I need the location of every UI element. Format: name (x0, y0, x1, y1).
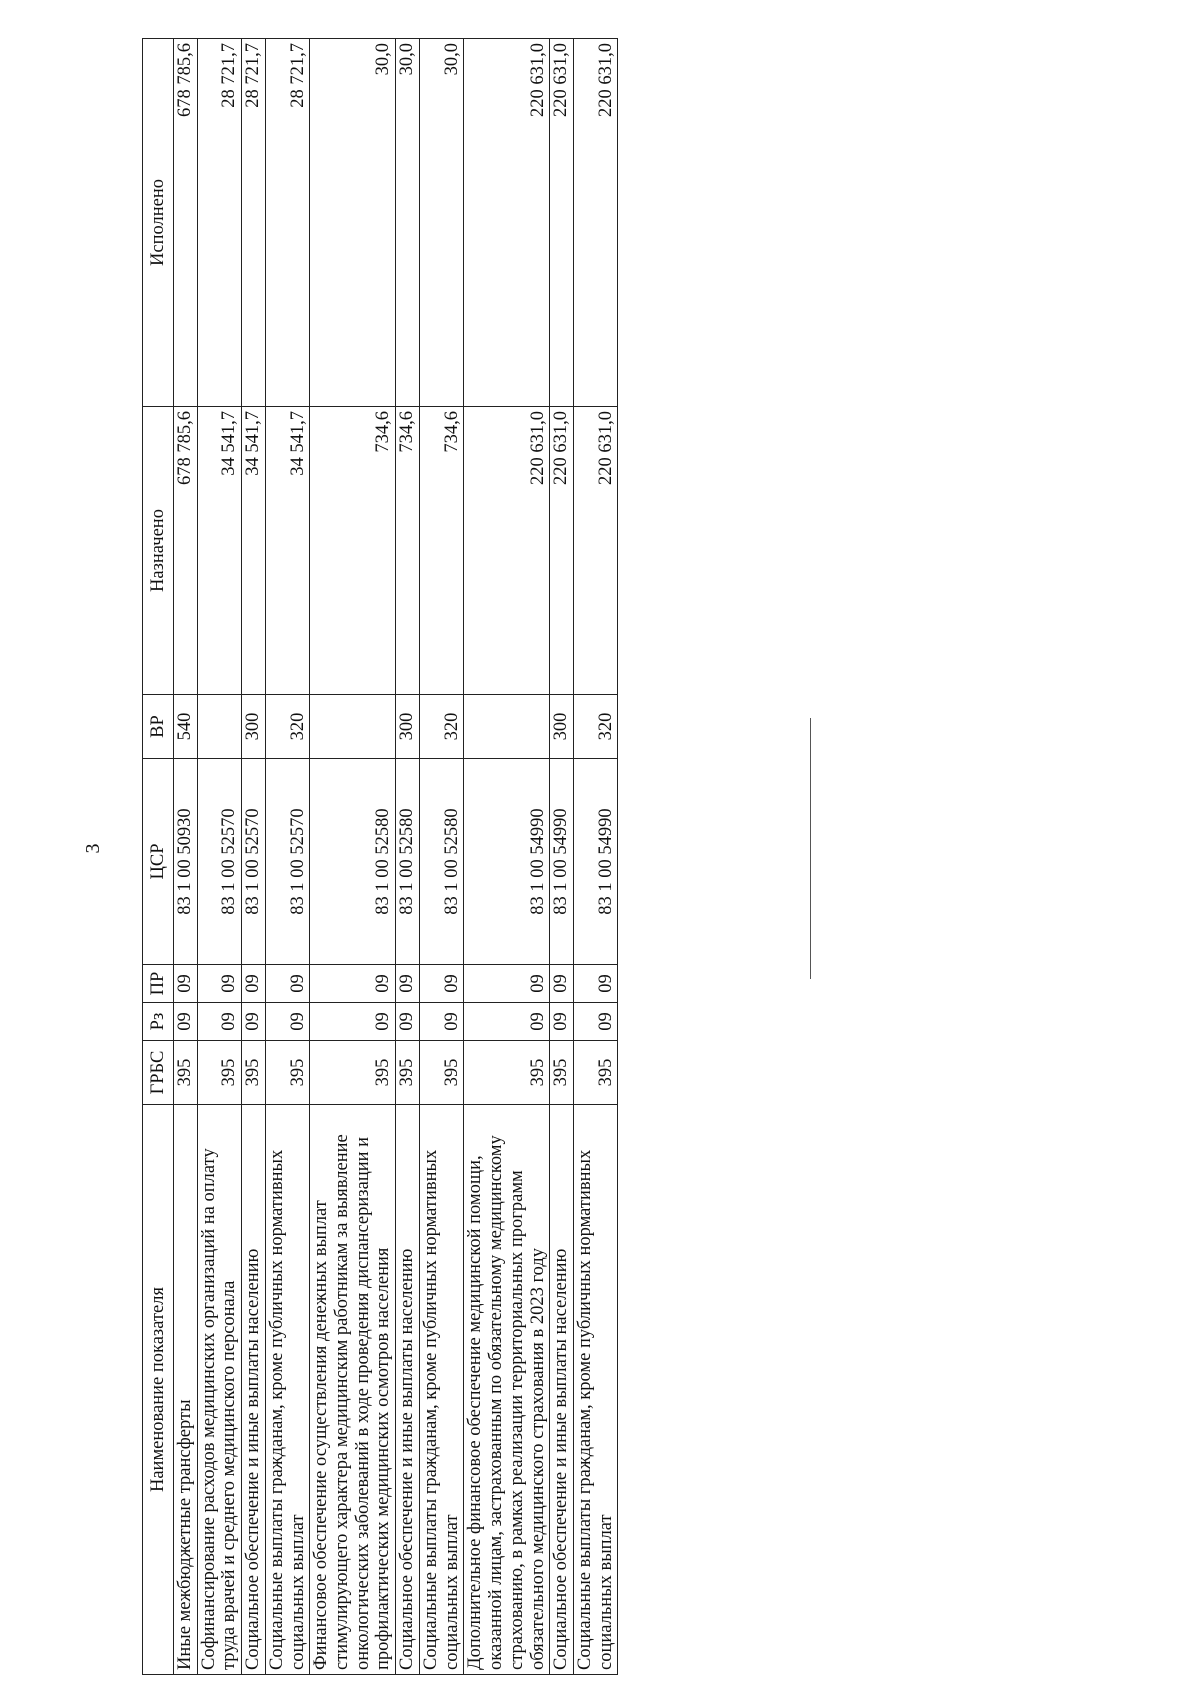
cell-executed: 30,0 (310, 39, 396, 407)
cell-name: Социальные выплаты гражданам, кроме публичных нормативных социальных выплат (573, 1105, 617, 1675)
header-vr: ВР (143, 695, 174, 759)
header-row (143, 39, 174, 1675)
cell-executed: 220 631,0 (464, 39, 550, 407)
cell-rz: 09 (396, 1003, 420, 1041)
cell-name: Софинансирование расходов медицинских организаций на оплату труда врачей и среднего медицинского персонала (197, 1105, 241, 1675)
table-row (197, 39, 241, 1675)
cell-pr: 09 (310, 965, 396, 1003)
cell-rz: 09 (242, 1003, 266, 1041)
cell-pr: 09 (265, 965, 309, 1003)
cell-grbs: 395 (242, 1041, 266, 1105)
cell-grbs: 395 (174, 1041, 198, 1105)
cell-assigned: 678 785,6 (174, 407, 198, 695)
cell-pr: 09 (573, 965, 617, 1003)
table-row (464, 39, 550, 1675)
cell-pr: 09 (242, 965, 266, 1003)
cell-vr: 300 (242, 695, 266, 759)
cell-assigned: 734,6 (419, 407, 463, 695)
cell-rz: 09 (310, 1003, 396, 1041)
cell-grbs: 395 (419, 1041, 463, 1105)
cell-assigned: 34 541,7 (242, 407, 266, 695)
cell-csr: 83 1 00 54990 (550, 759, 574, 965)
table-body (174, 39, 618, 1675)
cell-rz: 09 (174, 1003, 198, 1041)
cell-vr: 320 (419, 695, 463, 759)
cell-executed: 220 631,0 (550, 39, 574, 407)
table-row (573, 39, 617, 1675)
header-grbs: ГРБС (143, 1041, 174, 1105)
cell-csr: 83 1 00 52570 (265, 759, 309, 965)
cell-pr: 09 (464, 965, 550, 1003)
table-row (265, 39, 309, 1675)
header-rz: Рз (143, 1003, 174, 1041)
cell-csr: 83 1 00 54990 (573, 759, 617, 965)
cell-grbs: 395 (310, 1041, 396, 1105)
footer-separator-line (810, 718, 811, 979)
header-assigned: Назначено (143, 407, 174, 695)
cell-grbs: 395 (396, 1041, 420, 1105)
cell-executed: 28 721,7 (265, 39, 309, 407)
cell-name: Социальное обеспечение и иные выплаты населению (550, 1105, 574, 1675)
header-csr: ЦСР (143, 759, 174, 965)
cell-vr (310, 695, 396, 759)
cell-executed: 30,0 (419, 39, 463, 407)
cell-pr: 09 (419, 965, 463, 1003)
cell-rz: 09 (464, 1003, 550, 1041)
cell-rz: 09 (550, 1003, 574, 1041)
cell-name: Социальное обеспечение и иные выплаты населению (396, 1105, 420, 1675)
cell-assigned: 220 631,0 (573, 407, 617, 695)
cell-pr: 09 (550, 965, 574, 1003)
cell-vr (464, 695, 550, 759)
cell-assigned: 34 541,7 (197, 407, 241, 695)
cell-csr: 83 1 00 52570 (197, 759, 241, 965)
cell-name: Социальное обеспечение и иные выплаты населению (242, 1105, 266, 1675)
cell-vr (197, 695, 241, 759)
cell-rz: 09 (419, 1003, 463, 1041)
cell-executed: 30,0 (396, 39, 420, 407)
table-row (242, 39, 266, 1675)
cell-grbs: 395 (550, 1041, 574, 1105)
cell-grbs: 395 (573, 1041, 617, 1105)
cell-assigned: 34 541,7 (265, 407, 309, 695)
cell-pr: 09 (396, 965, 420, 1003)
table-row (310, 39, 396, 1675)
cell-name: Социальные выплаты гражданам, кроме публичных нормативных социальных выплат (419, 1105, 463, 1675)
cell-vr: 320 (265, 695, 309, 759)
cell-name: Социальные выплаты гражданам, кроме публичных нормативных социальных выплат (265, 1105, 309, 1675)
cell-rz: 09 (573, 1003, 617, 1041)
header-executed: Исполнено (143, 39, 174, 407)
budget-table (142, 38, 618, 1675)
cell-vr: 320 (573, 695, 617, 759)
header-pr: ПР (143, 965, 174, 1003)
cell-rz: 09 (197, 1003, 241, 1041)
cell-vr: 540 (174, 695, 198, 759)
cell-executed: 678 785,6 (174, 39, 198, 407)
table-row (396, 39, 420, 1675)
cell-executed: 220 631,0 (573, 39, 617, 407)
cell-name: Дополнительное финансовое обеспечение медицинской помощи, оказанной лицам, застрахованным по обязательному медицинскому страхованию, в рамках реализации территориальных программ обязательного медицинского страхования в 2023 году (464, 1105, 550, 1675)
cell-csr: 83 1 00 52580 (310, 759, 396, 965)
cell-grbs: 395 (464, 1041, 550, 1105)
cell-name: Финансовое обеспечение осуществления денежных выплат стимулирующего характера медицинским работникам за выявление онкологических заболеваний в ходе проведения диспансеризации и профилактических медицинских осмотров населения (310, 1105, 396, 1675)
cell-assigned: 734,6 (310, 407, 396, 695)
cell-executed: 28 721,7 (242, 39, 266, 407)
cell-assigned: 220 631,0 (550, 407, 574, 695)
cell-name: Иные межбюджетные трансферты (174, 1105, 198, 1675)
cell-csr: 83 1 00 52580 (419, 759, 463, 965)
header-name: Наименование показателя (143, 1105, 174, 1675)
table-row (174, 39, 198, 1675)
cell-csr: 83 1 00 50930 (174, 759, 198, 965)
table-row (550, 39, 574, 1675)
cell-grbs: 395 (197, 1041, 241, 1105)
table-row (419, 39, 463, 1675)
cell-csr: 83 1 00 54990 (464, 759, 550, 965)
cell-rz: 09 (265, 1003, 309, 1041)
cell-csr: 83 1 00 52580 (396, 759, 420, 965)
cell-grbs: 395 (265, 1041, 309, 1105)
cell-assigned: 220 631,0 (464, 407, 550, 695)
cell-assigned: 734,6 (396, 407, 420, 695)
cell-csr: 83 1 00 52570 (242, 759, 266, 965)
cell-vr: 300 (396, 695, 420, 759)
cell-pr: 09 (197, 965, 241, 1003)
cell-pr: 09 (174, 965, 198, 1003)
cell-vr: 300 (550, 695, 574, 759)
cell-executed: 28 721,7 (197, 39, 241, 407)
page-number: 3 (82, 843, 104, 854)
